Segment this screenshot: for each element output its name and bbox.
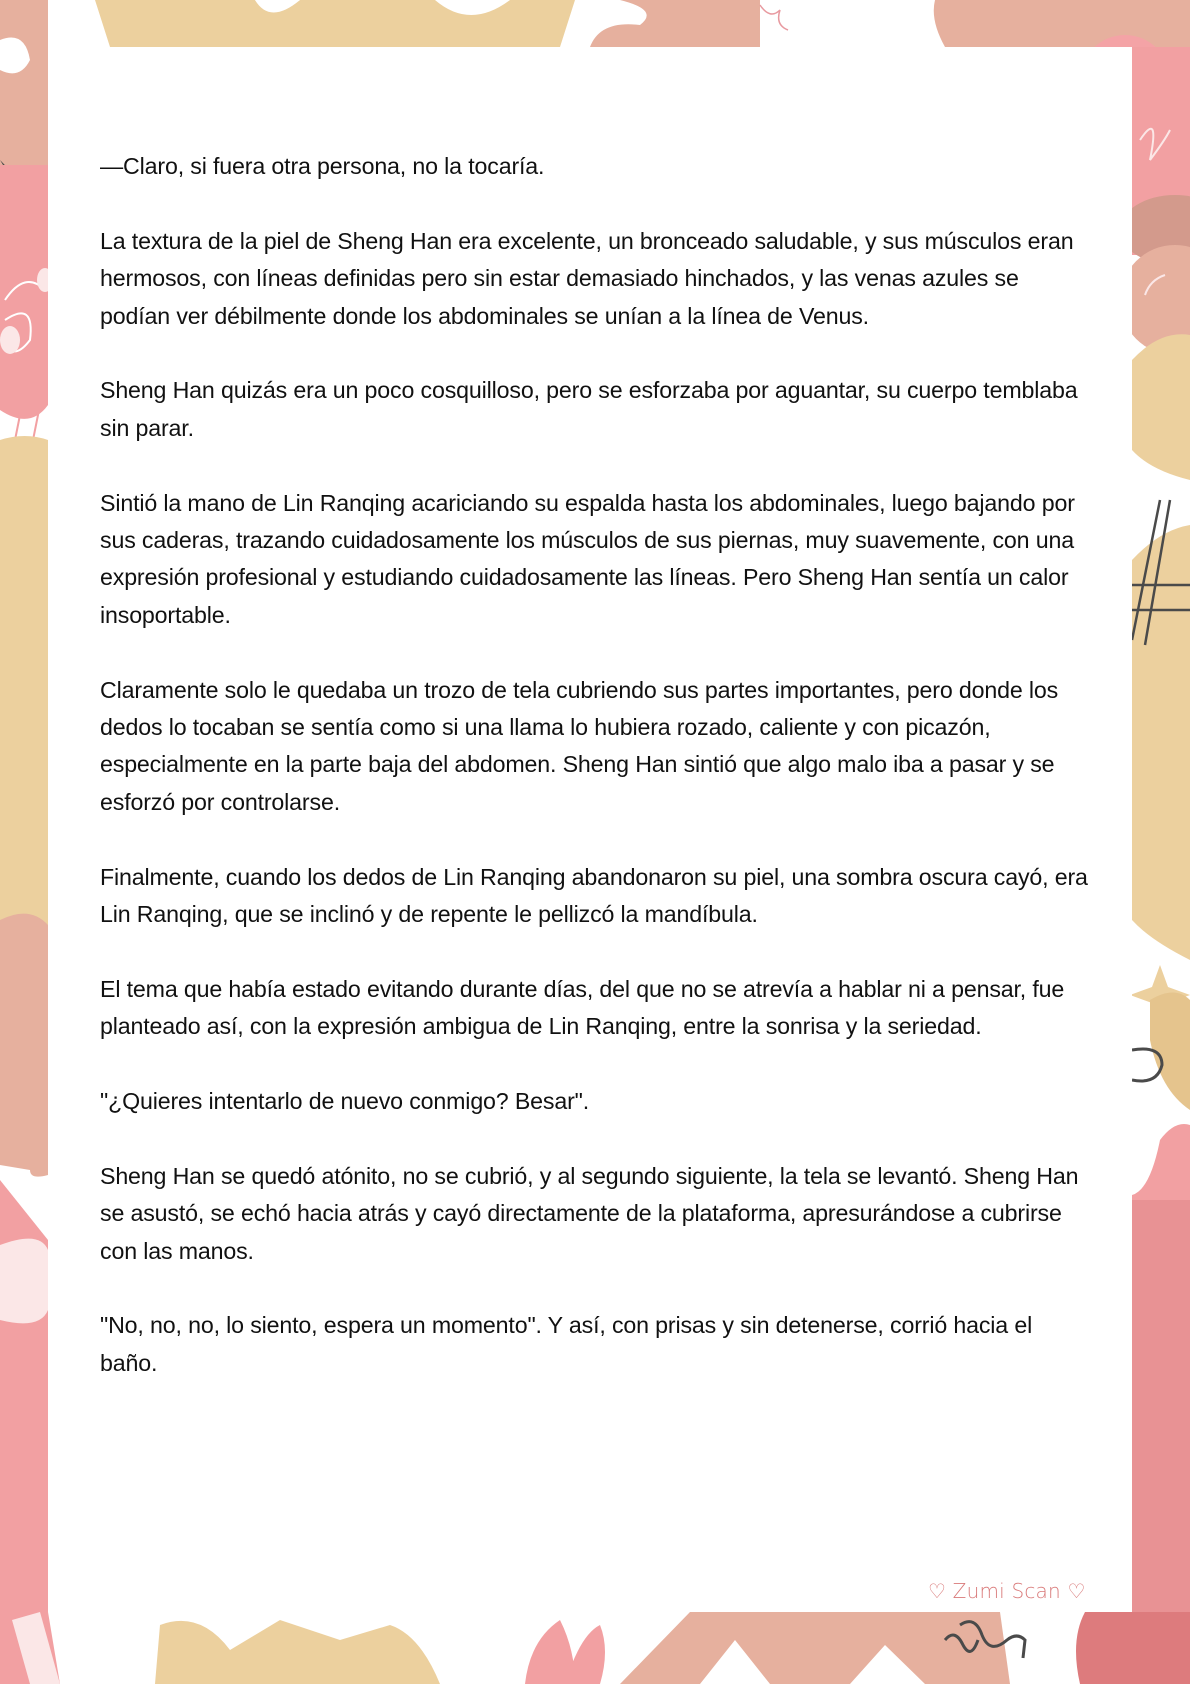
- paragraph: La textura de la piel de Sheng Han era excelente, un bronceado saludable, y sus músculos eran hermosos, con líneas definidas pero sin estar demasiado hinchados, y las venas azules se podían ver débilmente donde los abdominales se unían a la línea de Venus.: [100, 227, 1074, 329]
- paragraph: "No, no, no, lo siento, espera un momento". Y así, con prisas y sin detenerse, corrió hacia el baño.: [100, 1312, 1033, 1376]
- chapter-body: [100, 148, 1090, 1420]
- paragraph: Sheng Han se quedó atónito, no se cubrió, y al segundo siguiente, la tela se levantó. Sheng Han se asustó, se echó hacia atrás y cayó directamente de la plataforma, apresurándose a cubrirse con las manos.: [100, 1162, 1079, 1264]
- paragraph: Finalmente, cuando los dedos de Lin Ranqing abandonaron su piel, una sombra oscura cayó, era Lin Ranqing, que se inclinó y de repente le pellizcó la mandíbula.: [100, 863, 1088, 928]
- paragraph: Sintió la mano de Lin Ranqing acariciando su espalda hasta los abdominales, luego bajando por sus caderas, trazando cuidadosamente los músculos de sus piernas, muy suavemente, con una expresión profesional y estudiando cuidadosamente las líneas. Pero Sheng Han sentía un calor insoportable.: [100, 489, 1075, 628]
- paragraph: El tema que había estado evitando durante días, del que no se atrevía a hablar ni a pensar, fue planteado así, con la expresión ambigua de Lin Ranqing, entre la sonrisa y la seriedad.: [100, 975, 1065, 1040]
- scanlator-credit: ♡ Zumi Scan ♡: [928, 1579, 1086, 1603]
- paragraph: "¿Quieres intentarlo de nuevo conmigo? Besar".: [100, 1088, 590, 1115]
- paragraph: —Claro, si fuera otra persona, no la tocaría.: [100, 153, 545, 179]
- paragraph: Sheng Han quizás era un poco cosquilloso, pero se esforzaba por aguantar, su cuerpo temblaba sin parar.: [100, 377, 1078, 441]
- paragraph: Claramente solo le quedaba un trozo de tela cubriendo sus partes importantes, pero donde los dedos lo tocaban se sentía como si una llama lo hubiera rozado, caliente y con picazón, especialmente en la parte baja del abdomen. Sheng Han sintió que algo malo iba a pasar y se esforzó por controlarse.: [100, 676, 1059, 815]
